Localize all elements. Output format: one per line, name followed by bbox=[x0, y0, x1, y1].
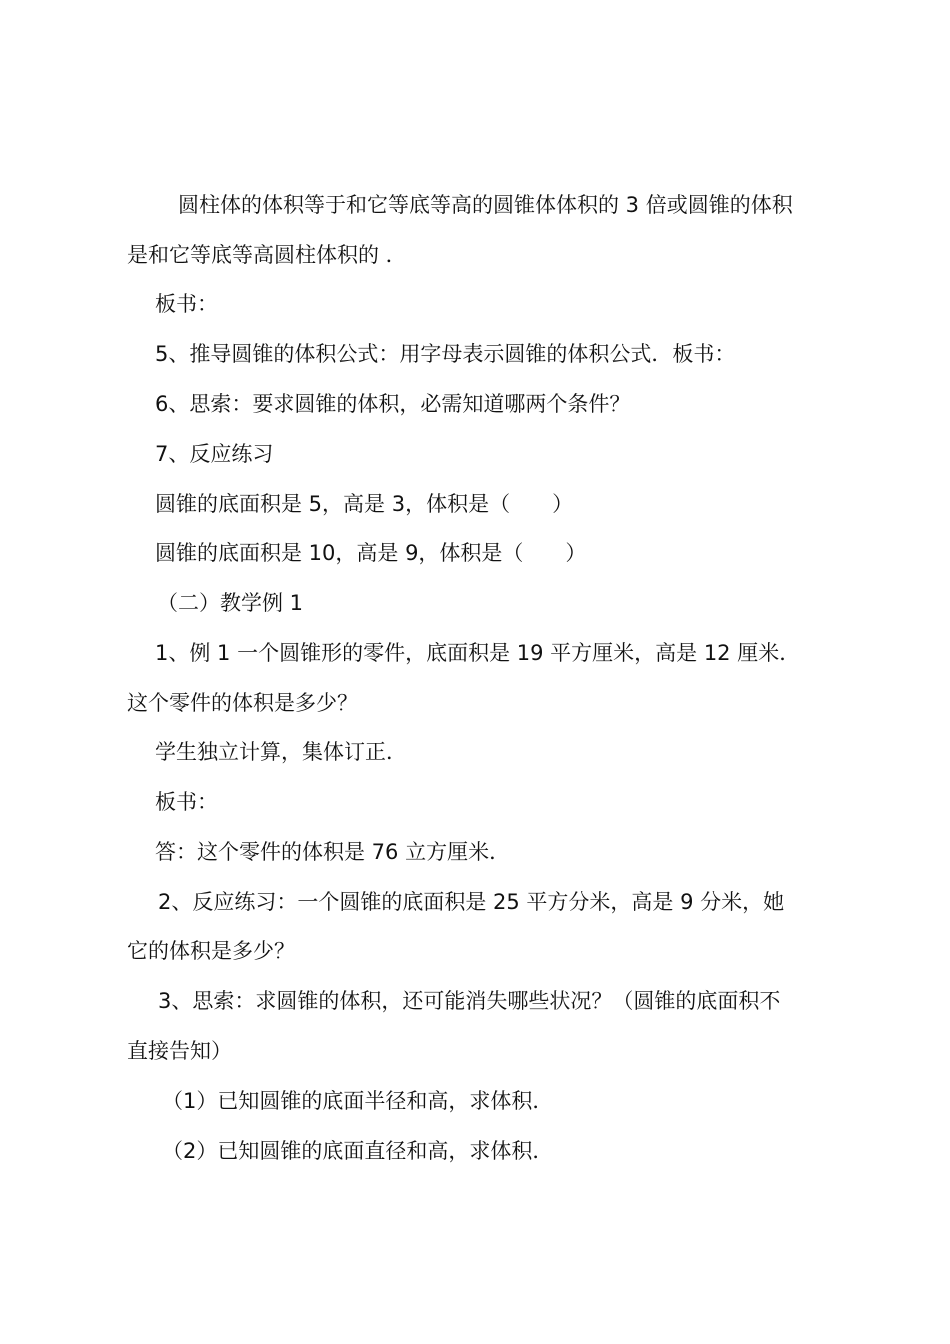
text-line-18: 直接告知） bbox=[127, 1039, 232, 1063]
text-line-20: （2）已知圆锥的底面直径和高，求体积． bbox=[162, 1139, 554, 1163]
text-line-14: 答：这个零件的体积是 76 立方厘米． bbox=[155, 840, 511, 864]
text-line-3: 板书： bbox=[155, 292, 218, 316]
text-line-2: 是和它等底等高圆柱体积的 ． bbox=[127, 243, 407, 267]
text-line-16: 它的体积是多少？ bbox=[127, 939, 295, 963]
text-line-11: 这个零件的体积是多少？ bbox=[127, 691, 358, 715]
text-line-10: 1、例 1 一个圆锥形的零件，底面积是 19 平方厘米，高是 12 厘米． bbox=[155, 641, 801, 665]
text-line-1: 圆柱体的体积等于和它等底等高的圆锥体体积的 3 倍或圆锥的体积 bbox=[178, 193, 793, 217]
text-line-8: 圆锥的底面积是 10，高是 9，体积是（ ） bbox=[155, 541, 587, 565]
text-line-13: 板书： bbox=[155, 790, 218, 814]
text-line-6: 7、反应练习 bbox=[155, 442, 274, 466]
text-line-5: 6、思索：要求圆锥的体积，必需知道哪两个条件？ bbox=[155, 392, 631, 416]
text-line-7: 圆锥的底面积是 5，高是 3，体积是（ ） bbox=[155, 492, 574, 516]
text-line-4: 5、推导圆锥的体积公式：用字母表示圆锥的体积公式．板书： bbox=[155, 342, 736, 366]
text-line-12: 学生独立计算，集体订正． bbox=[155, 740, 407, 764]
text-line-19: （1）已知圆锥的底面半径和高，求体积． bbox=[162, 1089, 554, 1113]
text-line-9: （二）教学例 1 bbox=[157, 591, 304, 615]
text-line-15: 2、反应练习：一个圆锥的底面积是 25 平方分米，高是 9 分米，她 bbox=[158, 890, 785, 914]
text-line-17: 3、思索：求圆锥的体积，还可能消失哪些状况？（圆锥的底面积不 bbox=[158, 989, 781, 1013]
